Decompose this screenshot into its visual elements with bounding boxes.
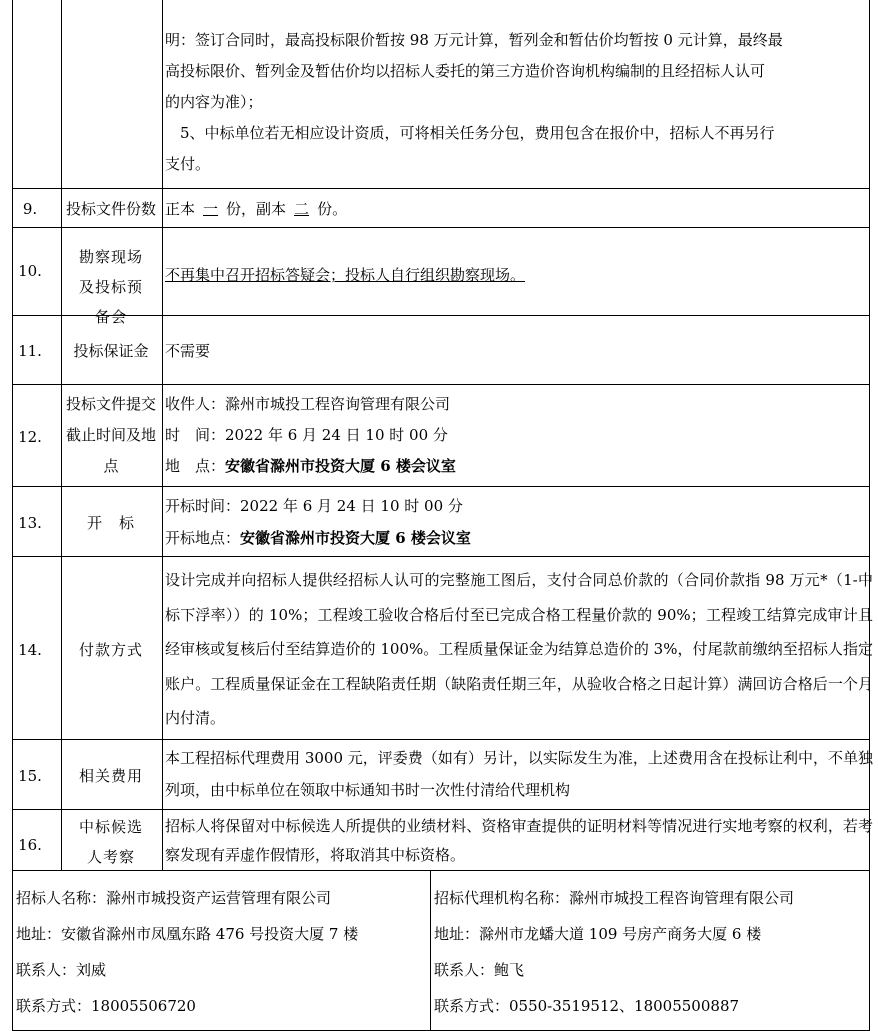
row-content: 本工程招标代理费用 3000 元，评委费（如有）另计，以实际发生为准，上述费用含在投标让利中，不单独列项，由中标单位在领取中标通知书时一次性付清给代理机构 xyxy=(165,749,873,799)
row-number: 9. xyxy=(22,200,38,218)
text-line: 高投标限价、暂列金及暂估价均以招标人委托的第三方造价咨询机构编制的且经招标人认可 xyxy=(165,62,766,80)
row-line xyxy=(12,556,870,557)
row-label: 付款方式 xyxy=(78,641,143,659)
agency-phone: 联系方式：0550-3519512、18005500887 xyxy=(434,997,740,1015)
row-line xyxy=(12,384,870,385)
tenderer-phone: 联系方式：18005506720 xyxy=(16,997,196,1015)
row-line xyxy=(12,809,870,810)
row-number: 12. xyxy=(18,428,42,446)
text-span: 开标地点： xyxy=(165,529,241,547)
text-line xyxy=(165,451,873,482)
text-line: 5、中标单位若无相应设计资质，可将相关任务分包，费用包含在报价中，招标人不再另行 xyxy=(165,124,775,142)
row-label: 投标保证金 xyxy=(73,342,149,360)
row-number: 14. xyxy=(18,641,42,659)
agency-contact: 联系人：鲍飞 xyxy=(434,961,525,979)
text-span: 份，副本 xyxy=(226,200,287,218)
row-content xyxy=(165,194,873,224)
row-number: 10. xyxy=(18,262,42,280)
agency-name: 招标代理机构名称：滁州市城投工程咨询管理有限公司 xyxy=(434,889,795,907)
row-content xyxy=(165,258,873,292)
tenderer-name: 招标人名称：滁州市城投资产运营管理有限公司 xyxy=(16,889,332,907)
row-label: 中标候选人考察 xyxy=(78,818,143,866)
text-span: 不再集中召开招标答疑会；投标人自行组织勘察现场。 xyxy=(165,266,526,284)
tenderer-contact: 联系人：刘威 xyxy=(16,961,107,979)
text-span: 安徽省滁州市投资大厦 6 楼会议室 xyxy=(240,529,471,547)
row-label: 投标文件提交截止时间及地点 xyxy=(65,395,156,475)
row-content: 设计完成并向招标人提供经招标人认可的完整施工图后，支付合同总价款的（合同价款指 98 万元*（1-中标下浮率））的 10%；工程竣工验收合格后付至已完成合格工程量价款的 90%；工程竣工结算完成审计且经审核或复核后付至结算造价的 100%。工程质量保证金为结算总造价的 3%，付尾款前缴纳至招标人指定账户。工程质量保证金在工程缺陷责任期（缺陷责任期三年，从验收合格之日起计算）满回访合格后一个月内付清。 xyxy=(165,571,873,727)
row-line xyxy=(12,739,870,740)
tenderer-address: 地址：安徽省滁州市凤凰东路 476 号投资大厦 7 楼 xyxy=(16,925,359,943)
row-number: 11. xyxy=(18,342,42,360)
row-content xyxy=(165,490,873,554)
text-span: 安徽省滁州市投资大厦 6 楼会议室 xyxy=(225,457,456,475)
row-number: 13. xyxy=(18,514,42,532)
blank-field: 一 xyxy=(203,200,219,218)
text-line: 开标时间：2022 年 6 月 24 日 10 时 00 分 xyxy=(165,497,463,515)
text-line: 时 间：2022 年 6 月 24 日 10 时 00 分 xyxy=(165,426,448,444)
row-line xyxy=(12,188,870,189)
row-content: 招标人将保留对中标候选人所提供的业绩材料、资格审查提供的证明材料等情况进行实地考察的权利，若考察发现有弄虚作假情形，将取消其中标资格。 xyxy=(165,817,873,864)
row-label: 开 标 xyxy=(86,514,135,532)
row-content: 不需要 xyxy=(165,342,211,360)
row-label: 勘察现场及投标预备会 xyxy=(78,248,143,326)
text-line: 明：签订合同时，最高投标限价暂按 98 万元计算，暂列金和暂估价均暂按 0 元计算，最终最 xyxy=(165,31,783,49)
row-line xyxy=(12,486,870,487)
text-line xyxy=(165,522,873,554)
text-span: 份。 xyxy=(317,200,348,218)
text-line: 支付。 xyxy=(165,155,211,173)
text-line: 的内容为准）； xyxy=(165,93,263,111)
text-span: 正本 xyxy=(165,200,196,218)
row-content xyxy=(165,389,873,482)
row-label: 相关费用 xyxy=(78,767,143,785)
row-line xyxy=(12,227,870,228)
footer-agency xyxy=(434,880,794,1024)
agency-address: 地址：滁州市龙蟠大道 109 号房产商务大厦 6 楼 xyxy=(434,925,762,943)
footer-tenderer xyxy=(16,880,358,1024)
footer-divider xyxy=(430,870,431,1031)
row-number: 15. xyxy=(18,767,42,785)
row-prev-content xyxy=(165,25,873,180)
text-line: 收件人：滁州市城投工程咨询管理有限公司 xyxy=(165,395,451,413)
blank-field: 二 xyxy=(294,200,310,218)
text-span: 地 点： xyxy=(165,457,226,475)
row-number: 16. xyxy=(18,836,42,854)
row-label: 投标文件份数 xyxy=(65,200,156,218)
